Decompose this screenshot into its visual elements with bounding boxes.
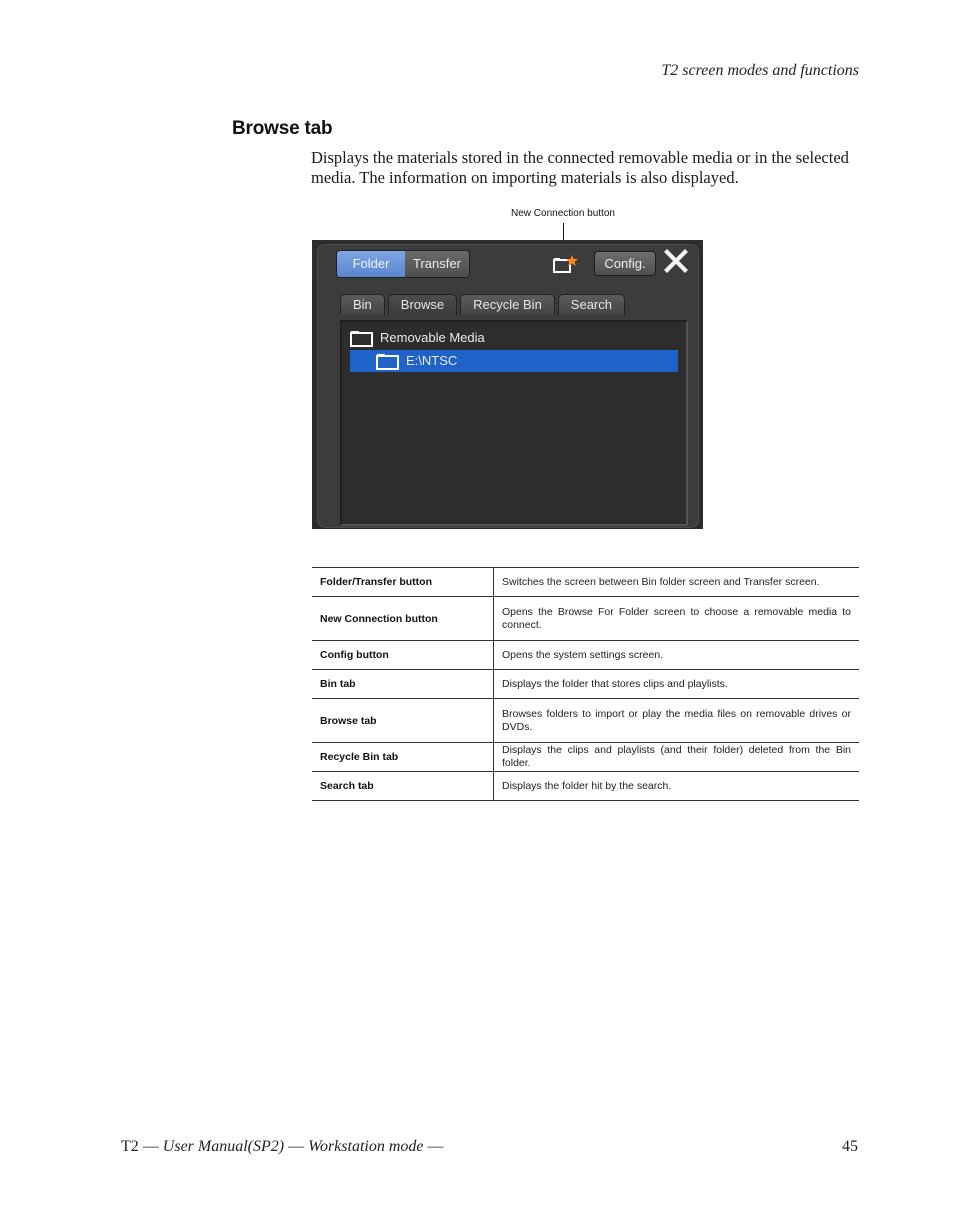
- table-term: Config button: [312, 641, 494, 670]
- function-table: [312, 567, 859, 801]
- tab-recycle-bin[interactable]: Recycle Bin: [460, 294, 555, 315]
- footer-dash: —: [142, 1138, 159, 1155]
- transfer-button[interactable]: Transfer: [405, 251, 469, 277]
- table-row: [312, 743, 859, 772]
- folder-icon: [350, 330, 374, 347]
- tab-browse[interactable]: Browse: [388, 294, 457, 315]
- tab-search[interactable]: Search: [558, 294, 625, 315]
- new-connection-callout: New Connection button: [511, 208, 615, 219]
- footer-dash: —: [427, 1138, 444, 1155]
- table-row: [312, 641, 859, 670]
- table-definition: Displays the folder hit by the search.: [494, 772, 860, 801]
- table-row: [312, 772, 859, 801]
- new-connection-button[interactable]: [553, 254, 579, 274]
- browse-screenshot-panel: [312, 240, 703, 529]
- folder-transfer-toggle[interactable]: [336, 250, 470, 278]
- table-definition: Switches the screen between Bin folder screen and Transfer screen.: [494, 568, 860, 597]
- footer-dash: —: [288, 1138, 305, 1155]
- folder-icon: [376, 353, 400, 370]
- tree-item-removable-media[interactable]: [350, 327, 485, 349]
- table-row: [312, 597, 859, 641]
- table-term: Browse tab: [312, 699, 494, 743]
- footer-manual: User Manual(SP2): [162, 1138, 285, 1155]
- table-row: [312, 568, 859, 597]
- tab-bar: [340, 294, 628, 315]
- table-definition: Displays the folder that stores clips and playlists.: [494, 670, 860, 699]
- folder-button[interactable]: Folder: [337, 251, 405, 277]
- config-button[interactable]: Config.: [594, 251, 656, 276]
- table-term: Recycle Bin tab: [312, 743, 494, 772]
- page-number: 45: [842, 1138, 858, 1155]
- table-definition: Browses folders to import or play the media files on removable drives or DVDs.: [494, 699, 860, 743]
- close-icon: [664, 249, 688, 273]
- table-row: [312, 699, 859, 743]
- tree-item-label: Removable Media: [380, 330, 485, 345]
- tree-item-e-ntsc[interactable]: [350, 350, 678, 372]
- tab-bin[interactable]: Bin: [340, 294, 385, 315]
- table-definition: Displays the clips and playlists (and their folder) deleted from the Bin folder.: [494, 743, 860, 772]
- table-definition: Opens the Browse For Folder screen to choose a removable media to connect.: [494, 597, 860, 641]
- table-term: Folder/Transfer button: [312, 568, 494, 597]
- running-head: T2 screen modes and functions: [661, 62, 859, 79]
- folder-tree: [340, 320, 688, 526]
- section-title: Browse tab: [232, 118, 333, 139]
- table-row: [312, 670, 859, 699]
- table-term: New Connection button: [312, 597, 494, 641]
- table-term: Search tab: [312, 772, 494, 801]
- footer-text: [121, 1138, 444, 1156]
- table-definition: Opens the system settings screen.: [494, 641, 860, 670]
- footer-product: T2: [121, 1138, 139, 1155]
- footer-mode: Workstation mode: [308, 1138, 424, 1155]
- tree-item-label: E:\NTSC: [406, 353, 458, 368]
- folder-star-icon: [553, 254, 579, 274]
- table-term: Bin tab: [312, 670, 494, 699]
- intro-paragraph: Displays the materials stored in the connected removable media or in the selected media. The information on importing materials is also displayed.: [311, 148, 849, 187]
- close-button[interactable]: [664, 249, 688, 273]
